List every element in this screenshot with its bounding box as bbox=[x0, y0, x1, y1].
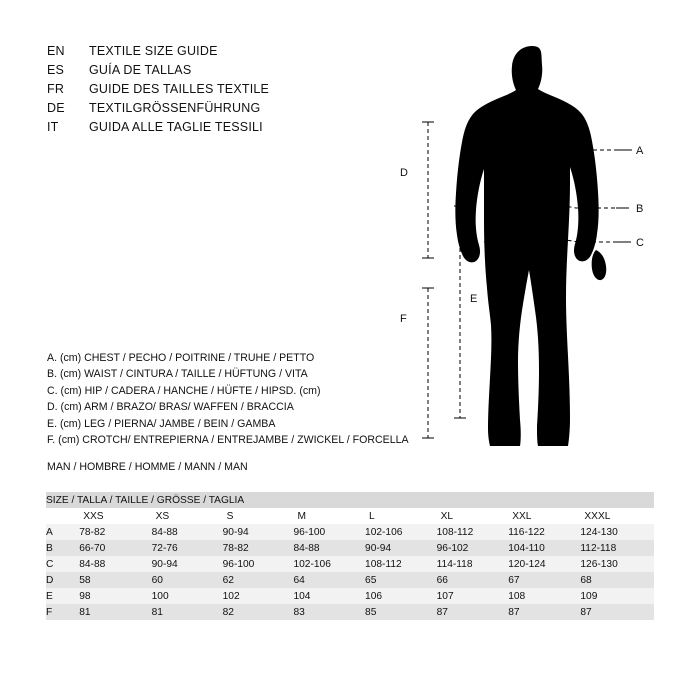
table-col-xxxl: XXXL bbox=[580, 508, 654, 524]
table-col-l: L bbox=[365, 508, 437, 524]
figure-label-d: D bbox=[400, 167, 408, 179]
cell: 108-112 bbox=[365, 556, 437, 572]
cell: 85 bbox=[365, 604, 437, 620]
row-label-a: A bbox=[46, 524, 79, 540]
language-row bbox=[47, 82, 387, 101]
cell: 126-130 bbox=[580, 556, 654, 572]
table-row bbox=[46, 588, 654, 604]
male-silhouette-icon bbox=[455, 46, 598, 446]
cell: 60 bbox=[152, 572, 223, 588]
row-label-b: B bbox=[46, 540, 79, 556]
cell: 81 bbox=[79, 604, 151, 620]
table-title-row bbox=[46, 492, 654, 508]
cell: 90-94 bbox=[365, 540, 437, 556]
language-row bbox=[47, 101, 387, 120]
label-a-group bbox=[616, 145, 644, 157]
cell: 109 bbox=[580, 588, 654, 604]
table-col-empty bbox=[46, 508, 79, 524]
legend-line-a: A. (cm) CHEST / PECHO / POITRINE / TRUHE / PETTO bbox=[47, 352, 315, 364]
cell: 66-70 bbox=[79, 540, 151, 556]
table-title: SIZE / TALLA / TAILLE / GRÖSSE / TAGLIA bbox=[46, 492, 654, 508]
language-title: GUIDE DES TAILLES TEXTILE bbox=[89, 82, 270, 96]
bracket-f bbox=[422, 288, 434, 438]
language-row bbox=[47, 44, 387, 63]
language-code: DE bbox=[47, 101, 65, 115]
cell: 68 bbox=[580, 572, 654, 588]
figure-label-c: C bbox=[636, 237, 644, 249]
cell: 67 bbox=[508, 572, 580, 588]
table-row bbox=[46, 556, 654, 572]
cell: 87 bbox=[437, 604, 509, 620]
cell: 107 bbox=[437, 588, 509, 604]
legend-line-e: E. (cm) LEG / PIERNA/ JAMBE / BEIN / GAMBA bbox=[47, 417, 276, 430]
cell: 84-88 bbox=[152, 524, 223, 540]
cell: 102-106 bbox=[365, 524, 437, 540]
cell: 96-100 bbox=[293, 524, 365, 540]
cell: 100 bbox=[152, 588, 223, 604]
cell: 82 bbox=[223, 604, 294, 620]
legend-line-f: F. (cm) CROTCH/ ENTREPIERNA / ENTREJAMBE / ZWICKEL / FORCELLA bbox=[47, 434, 409, 447]
cell: 65 bbox=[365, 572, 437, 588]
cell: 104-110 bbox=[508, 540, 580, 556]
figure-label-f: F bbox=[400, 313, 407, 325]
language-code: IT bbox=[47, 120, 59, 134]
language-title: GUIDA ALLE TAGLIE TESSILI bbox=[89, 120, 263, 134]
legend-line-b: B. (cm) WAIST / CINTURA / TAILLE / HÜFTUNG / VITA bbox=[47, 368, 308, 381]
table-col-xxl: XXL bbox=[508, 508, 580, 524]
cell: 108-112 bbox=[437, 524, 509, 540]
table-col-xxs: XXS bbox=[79, 508, 151, 524]
table-col-xs: XS bbox=[152, 508, 223, 524]
cell: 96-100 bbox=[223, 556, 294, 572]
cell: 112-118 bbox=[580, 540, 654, 556]
gender-label: MAN / HOMBRE / HOMME / MANN / MAN bbox=[47, 461, 248, 473]
table-col-m: M bbox=[293, 508, 365, 524]
cell: 114-118 bbox=[437, 556, 509, 572]
table-col-xl: XL bbox=[437, 508, 509, 524]
legend-line-c: C. (cm) HIP / CADERA / HANCHE / HÜFTE / HIPSD. (cm) bbox=[47, 384, 321, 397]
cell: 84-88 bbox=[293, 540, 365, 556]
hand-shape bbox=[592, 250, 607, 280]
language-code: ES bbox=[47, 63, 65, 77]
cell: 98 bbox=[79, 588, 151, 604]
bracket-d bbox=[422, 122, 434, 258]
cell: 96-102 bbox=[437, 540, 509, 556]
language-title: GUÍA DE TALLAS bbox=[89, 63, 192, 77]
table-row bbox=[46, 524, 654, 540]
size-table-container bbox=[46, 492, 654, 620]
cell: 66 bbox=[437, 572, 509, 588]
cell: 90-94 bbox=[152, 556, 223, 572]
language-title: TEXTILGRÖSSENFÜHRUNG bbox=[89, 101, 261, 115]
cell: 58 bbox=[79, 572, 151, 588]
size-table bbox=[46, 492, 654, 620]
label-b-group bbox=[616, 203, 643, 215]
cell: 102-106 bbox=[293, 556, 365, 572]
language-title: TEXTILE SIZE GUIDE bbox=[89, 44, 218, 58]
language-row bbox=[47, 63, 387, 82]
cell: 124-130 bbox=[580, 524, 654, 540]
cell: 78-82 bbox=[223, 540, 294, 556]
cell: 84-88 bbox=[79, 556, 151, 572]
body-figure-diagram bbox=[380, 30, 680, 460]
row-label-e: E bbox=[46, 588, 79, 604]
cell: 90-94 bbox=[223, 524, 294, 540]
cell: 78-82 bbox=[79, 524, 151, 540]
cell: 116-122 bbox=[508, 524, 580, 540]
cell: 81 bbox=[152, 604, 223, 620]
cell: 106 bbox=[365, 588, 437, 604]
row-label-c: C bbox=[46, 556, 79, 572]
cell: 64 bbox=[293, 572, 365, 588]
cell: 102 bbox=[223, 588, 294, 604]
language-code: EN bbox=[47, 44, 65, 58]
cell: 108 bbox=[508, 588, 580, 604]
label-c-group bbox=[616, 237, 644, 249]
language-title-block bbox=[47, 44, 387, 139]
language-code: FR bbox=[47, 82, 65, 96]
cell: 87 bbox=[508, 604, 580, 620]
cell: 120-124 bbox=[508, 556, 580, 572]
table-row bbox=[46, 540, 654, 556]
figure-label-b: B bbox=[636, 203, 644, 215]
cell: 72-76 bbox=[152, 540, 223, 556]
figure-label-e: E bbox=[470, 293, 478, 305]
legend-line-d: D. (cm) ARM / BRAZO/ BRAS/ WAFFEN / BRACCIA bbox=[47, 401, 294, 414]
figure-label-a: A bbox=[636, 145, 644, 157]
cell: 62 bbox=[223, 572, 294, 588]
table-row bbox=[46, 572, 654, 588]
row-label-f: F bbox=[46, 604, 79, 620]
cell: 87 bbox=[580, 604, 654, 620]
table-col-s: S bbox=[223, 508, 294, 524]
table-header-row bbox=[46, 508, 654, 524]
table-row bbox=[46, 604, 654, 620]
cell: 104 bbox=[293, 588, 365, 604]
language-row bbox=[47, 120, 387, 139]
cell: 83 bbox=[293, 604, 365, 620]
row-label-d: D bbox=[46, 572, 79, 588]
